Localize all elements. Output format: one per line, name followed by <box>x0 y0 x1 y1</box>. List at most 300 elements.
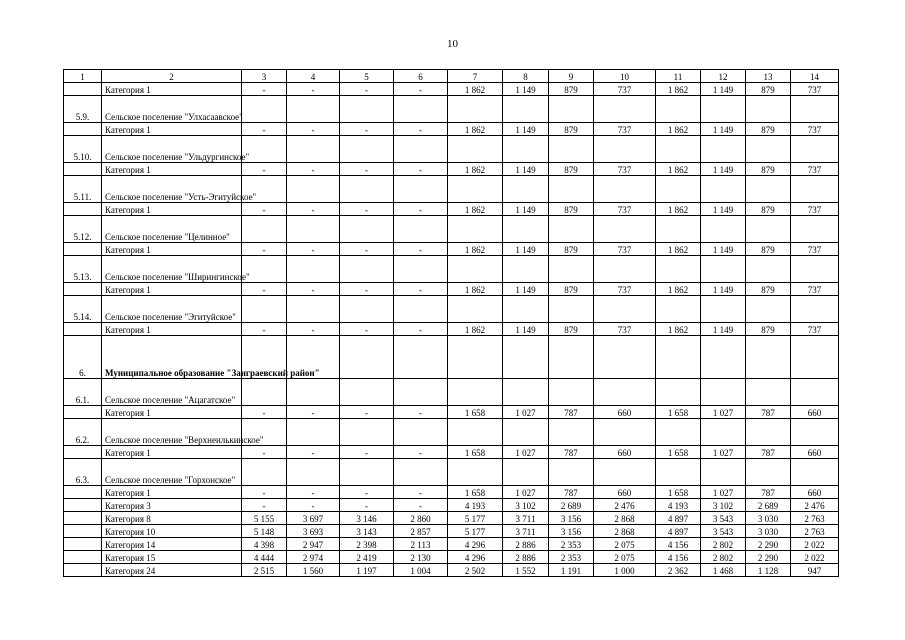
value-cell <box>701 419 746 446</box>
row-number-cell <box>64 203 102 216</box>
value-cell: 737 <box>791 243 839 256</box>
category-name-cell: Категория 1 <box>102 203 242 216</box>
value-cell: 3 156 <box>549 512 594 525</box>
value-cell: 3 543 <box>701 512 746 525</box>
value-cell <box>503 419 549 446</box>
value-cell <box>503 136 549 163</box>
value-cell <box>746 176 791 203</box>
value-cell <box>503 96 549 123</box>
value-cell: - <box>242 323 287 336</box>
category-row <box>64 499 839 512</box>
settlement-name-cell: Сельское поселение "Ульдургинское" <box>102 136 242 163</box>
value-cell: 660 <box>594 486 656 499</box>
value-cell: 660 <box>791 486 839 499</box>
value-cell: - <box>287 163 340 176</box>
value-cell: - <box>242 446 287 459</box>
value-cell: 1 149 <box>503 123 549 136</box>
tariff-table <box>63 69 839 577</box>
value-cell <box>594 336 656 379</box>
value-cell <box>791 256 839 283</box>
value-cell <box>656 216 701 243</box>
value-cell: - <box>340 123 394 136</box>
value-cell <box>394 459 448 486</box>
row-number-cell <box>64 163 102 176</box>
value-cell: 1 658 <box>448 486 503 499</box>
value-cell: - <box>394 203 448 216</box>
section-row <box>64 336 839 379</box>
value-cell <box>503 176 549 203</box>
value-cell: 737 <box>594 203 656 216</box>
category-row <box>64 243 839 256</box>
value-cell: 737 <box>791 83 839 96</box>
value-cell: 879 <box>549 283 594 296</box>
value-cell <box>448 296 503 323</box>
column-number-cell: 7 <box>448 70 503 83</box>
value-cell: 737 <box>594 323 656 336</box>
value-cell: - <box>287 446 340 459</box>
value-cell: 2 886 <box>503 538 549 551</box>
value-cell <box>394 379 448 406</box>
settlement-name-cell: Сельское поселение "Усть-Эгитуйское" <box>102 176 242 203</box>
value-cell <box>701 256 746 283</box>
settlement-name-cell: Сельское поселение "Эгитуйское" <box>102 296 242 323</box>
value-cell: 2 802 <box>701 538 746 551</box>
value-cell: 660 <box>791 406 839 419</box>
row-number-cell <box>64 538 102 551</box>
value-cell <box>340 379 394 406</box>
value-cell: - <box>394 499 448 512</box>
value-cell <box>656 256 701 283</box>
value-cell: 879 <box>549 323 594 336</box>
value-cell: 737 <box>594 283 656 296</box>
value-cell <box>746 336 791 379</box>
value-cell <box>746 296 791 323</box>
value-cell: 4 444 <box>242 551 287 564</box>
value-cell: 3 102 <box>503 499 549 512</box>
value-cell: 3 543 <box>701 525 746 538</box>
value-cell: 4 193 <box>656 499 701 512</box>
value-cell <box>448 379 503 406</box>
row-number-cell <box>64 123 102 136</box>
row-number-cell <box>64 551 102 564</box>
value-cell: 1 560 <box>287 564 340 577</box>
value-cell <box>656 176 701 203</box>
category-row <box>64 406 839 419</box>
row-number-cell: 6. <box>64 336 102 379</box>
value-cell: 737 <box>791 123 839 136</box>
value-cell <box>791 459 839 486</box>
value-cell <box>448 256 503 283</box>
value-cell: - <box>394 486 448 499</box>
value-cell: 1 191 <box>549 564 594 577</box>
value-cell: - <box>340 323 394 336</box>
category-name-cell: Категория 14 <box>102 538 242 551</box>
value-cell: 787 <box>549 446 594 459</box>
value-cell: 2 947 <box>287 538 340 551</box>
value-cell: 2 419 <box>340 551 394 564</box>
value-cell: 2 763 <box>791 525 839 538</box>
value-cell <box>287 419 340 446</box>
value-cell <box>549 379 594 406</box>
value-cell <box>656 296 701 323</box>
value-cell <box>340 336 394 379</box>
value-cell: 879 <box>549 123 594 136</box>
value-cell: 2 886 <box>503 551 549 564</box>
value-cell <box>394 96 448 123</box>
value-cell <box>656 379 701 406</box>
value-cell: - <box>340 243 394 256</box>
value-cell <box>549 176 594 203</box>
value-cell <box>791 176 839 203</box>
value-cell: 660 <box>791 446 839 459</box>
value-cell: 1 149 <box>503 323 549 336</box>
value-cell: - <box>242 499 287 512</box>
category-row <box>64 538 839 551</box>
value-cell: 1 658 <box>656 446 701 459</box>
value-cell: - <box>287 83 340 96</box>
category-name-cell: Категория 1 <box>102 323 242 336</box>
value-cell <box>448 336 503 379</box>
value-cell: 737 <box>594 243 656 256</box>
value-cell: 4 193 <box>448 499 503 512</box>
value-cell <box>701 136 746 163</box>
category-row <box>64 83 839 96</box>
value-cell: - <box>340 499 394 512</box>
settlement-name-cell: Муниципальное образование "Заиграевский район" <box>102 336 242 379</box>
value-cell: 1 027 <box>503 486 549 499</box>
section-row <box>64 419 839 446</box>
category-row <box>64 551 839 564</box>
value-cell: 737 <box>791 203 839 216</box>
value-cell <box>791 136 839 163</box>
value-cell: 1 128 <box>746 564 791 577</box>
value-cell: 5 177 <box>448 525 503 538</box>
column-number-cell: 8 <box>503 70 549 83</box>
settlement-name-cell: Сельское поселение "Целинное" <box>102 216 242 243</box>
value-cell: 1 149 <box>701 83 746 96</box>
value-cell <box>287 379 340 406</box>
value-cell: 4 897 <box>656 525 701 538</box>
value-cell: 2 802 <box>701 551 746 564</box>
value-cell: 1 862 <box>448 323 503 336</box>
value-cell: 1 027 <box>503 406 549 419</box>
value-cell: 1 862 <box>448 163 503 176</box>
value-cell <box>394 136 448 163</box>
value-cell <box>791 96 839 123</box>
value-cell <box>242 96 287 123</box>
value-cell: 1 149 <box>503 203 549 216</box>
value-cell: 2 868 <box>594 525 656 538</box>
value-cell: - <box>287 499 340 512</box>
value-cell: 1 149 <box>503 243 549 256</box>
value-cell: 1 149 <box>701 203 746 216</box>
value-cell: 660 <box>594 406 656 419</box>
value-cell <box>594 216 656 243</box>
value-cell: 1 149 <box>701 123 746 136</box>
value-cell <box>394 216 448 243</box>
section-row <box>64 136 839 163</box>
value-cell <box>242 379 287 406</box>
value-cell <box>287 459 340 486</box>
value-cell <box>549 419 594 446</box>
value-cell <box>701 96 746 123</box>
value-cell <box>340 136 394 163</box>
value-cell <box>394 336 448 379</box>
value-cell <box>503 296 549 323</box>
value-cell <box>791 336 839 379</box>
value-cell: 1 027 <box>701 406 746 419</box>
value-cell: - <box>242 406 287 419</box>
section-row <box>64 459 839 486</box>
value-cell: 1 149 <box>503 83 549 96</box>
value-cell: - <box>242 163 287 176</box>
category-row <box>64 163 839 176</box>
value-cell: 2 290 <box>746 551 791 564</box>
value-cell <box>594 379 656 406</box>
value-cell: - <box>340 203 394 216</box>
value-cell: 1 658 <box>448 446 503 459</box>
value-cell: - <box>394 163 448 176</box>
value-cell: - <box>394 406 448 419</box>
value-cell: 2 362 <box>656 564 701 577</box>
section-row <box>64 379 839 406</box>
value-cell <box>549 459 594 486</box>
value-cell <box>746 379 791 406</box>
value-cell <box>503 216 549 243</box>
value-cell: - <box>394 243 448 256</box>
settlement-name-cell: Сельское поселение "Горхонское" <box>102 459 242 486</box>
value-cell <box>746 256 791 283</box>
row-number-cell: 5.10. <box>64 136 102 163</box>
value-cell <box>549 336 594 379</box>
value-cell: 2 075 <box>594 551 656 564</box>
value-cell: 1 862 <box>656 323 701 336</box>
value-cell: 2 476 <box>594 499 656 512</box>
category-row <box>64 512 839 525</box>
value-cell: 879 <box>746 323 791 336</box>
category-name-cell: Категория 1 <box>102 406 242 419</box>
value-cell: - <box>287 123 340 136</box>
value-cell: 879 <box>746 123 791 136</box>
value-cell <box>394 176 448 203</box>
column-number-cell: 10 <box>594 70 656 83</box>
row-number-cell <box>64 564 102 577</box>
value-cell <box>340 216 394 243</box>
value-cell: 5 148 <box>242 525 287 538</box>
category-name-cell: Категория 24 <box>102 564 242 577</box>
value-cell: 3 156 <box>549 525 594 538</box>
value-cell: 2 476 <box>791 499 839 512</box>
value-cell: 1 862 <box>656 203 701 216</box>
category-name-cell: Категория 15 <box>102 551 242 564</box>
value-cell <box>340 459 394 486</box>
category-row <box>64 323 839 336</box>
value-cell <box>448 96 503 123</box>
settlement-name-cell: Сельское поселение "Ширингинское" <box>102 256 242 283</box>
value-cell: 2 974 <box>287 551 340 564</box>
value-cell: 1 149 <box>701 243 746 256</box>
value-cell <box>448 176 503 203</box>
value-cell: 1 862 <box>448 83 503 96</box>
row-number-cell: 5.9. <box>64 96 102 123</box>
value-cell: 1 658 <box>448 406 503 419</box>
value-cell <box>242 296 287 323</box>
value-cell <box>549 256 594 283</box>
value-cell: 1 149 <box>701 163 746 176</box>
value-cell <box>340 96 394 123</box>
category-row <box>64 486 839 499</box>
value-cell <box>242 216 287 243</box>
value-cell <box>287 296 340 323</box>
column-number-cell: 11 <box>656 70 701 83</box>
value-cell <box>503 379 549 406</box>
value-cell: - <box>242 486 287 499</box>
value-cell <box>594 176 656 203</box>
row-number-cell <box>64 512 102 525</box>
value-cell: - <box>394 323 448 336</box>
value-cell: - <box>394 283 448 296</box>
value-cell: 1 027 <box>701 486 746 499</box>
value-cell <box>594 136 656 163</box>
column-number-row <box>64 70 839 83</box>
value-cell <box>746 96 791 123</box>
value-cell: 1 658 <box>656 486 701 499</box>
value-cell: 3 146 <box>340 512 394 525</box>
value-cell <box>701 296 746 323</box>
value-cell <box>503 459 549 486</box>
value-cell: 2 075 <box>594 538 656 551</box>
value-cell <box>549 296 594 323</box>
value-cell: 2 022 <box>791 551 839 564</box>
value-cell <box>394 419 448 446</box>
value-cell: 879 <box>549 243 594 256</box>
value-cell: 1 004 <box>394 564 448 577</box>
settlement-name-cell: Сельское поселение "Улхасаавское" <box>102 96 242 123</box>
value-cell <box>340 419 394 446</box>
value-cell: 1 862 <box>656 283 701 296</box>
value-cell <box>287 136 340 163</box>
value-cell: 787 <box>549 406 594 419</box>
value-cell <box>340 296 394 323</box>
value-cell: 879 <box>549 163 594 176</box>
value-cell: 879 <box>746 203 791 216</box>
section-row <box>64 96 839 123</box>
value-cell <box>549 136 594 163</box>
value-cell: - <box>242 83 287 96</box>
column-number-cell: 13 <box>746 70 791 83</box>
value-cell <box>394 296 448 323</box>
settlement-name-cell: Сельское поселение "Верхнеилькинское" <box>102 419 242 446</box>
category-name-cell: Категория 1 <box>102 446 242 459</box>
row-number-cell <box>64 446 102 459</box>
value-cell: 4 296 <box>448 551 503 564</box>
value-cell <box>340 176 394 203</box>
value-cell: 2 763 <box>791 512 839 525</box>
value-cell <box>701 176 746 203</box>
value-cell: 1 862 <box>656 163 701 176</box>
value-cell <box>503 256 549 283</box>
value-cell <box>594 256 656 283</box>
column-number-cell: 9 <box>549 70 594 83</box>
value-cell: 1 658 <box>656 406 701 419</box>
value-cell: 737 <box>594 83 656 96</box>
value-cell: 3 143 <box>340 525 394 538</box>
column-number-cell: 4 <box>287 70 340 83</box>
value-cell: 3 030 <box>746 512 791 525</box>
value-cell: 1 149 <box>701 283 746 296</box>
value-cell <box>594 296 656 323</box>
value-cell <box>287 96 340 123</box>
column-number-cell: 14 <box>791 70 839 83</box>
column-number-cell: 1 <box>64 70 102 83</box>
value-cell: 2 857 <box>394 525 448 538</box>
value-cell: 879 <box>746 243 791 256</box>
value-cell <box>656 459 701 486</box>
value-cell: 1 027 <box>503 446 549 459</box>
value-cell: 737 <box>791 323 839 336</box>
page-number: 10 <box>447 38 458 50</box>
value-cell: 4 398 <box>242 538 287 551</box>
value-cell <box>287 256 340 283</box>
value-cell: - <box>394 446 448 459</box>
category-name-cell: Категория 1 <box>102 243 242 256</box>
value-cell: 1 862 <box>656 243 701 256</box>
value-cell <box>791 216 839 243</box>
value-cell: - <box>394 123 448 136</box>
section-row <box>64 216 839 243</box>
value-cell: 2 022 <box>791 538 839 551</box>
value-cell <box>549 96 594 123</box>
value-cell: 4 156 <box>656 538 701 551</box>
value-cell: 787 <box>746 446 791 459</box>
value-cell: 2 689 <box>746 499 791 512</box>
value-cell: - <box>340 486 394 499</box>
value-cell: 2 353 <box>549 538 594 551</box>
value-cell: 5 177 <box>448 512 503 525</box>
column-number-cell: 2 <box>102 70 242 83</box>
value-cell: - <box>340 283 394 296</box>
value-cell: 2 130 <box>394 551 448 564</box>
value-cell: - <box>340 406 394 419</box>
value-cell: 2 398 <box>340 538 394 551</box>
column-number-cell: 6 <box>394 70 448 83</box>
value-cell: 5 155 <box>242 512 287 525</box>
value-cell: 3 693 <box>287 525 340 538</box>
category-name-cell: Категория 3 <box>102 499 242 512</box>
value-cell: 3 102 <box>701 499 746 512</box>
value-cell: - <box>340 163 394 176</box>
row-number-cell: 5.11. <box>64 176 102 203</box>
category-row <box>64 203 839 216</box>
category-row <box>64 446 839 459</box>
value-cell: - <box>287 203 340 216</box>
row-number-cell <box>64 499 102 512</box>
value-cell: 879 <box>746 163 791 176</box>
category-row <box>64 123 839 136</box>
value-cell: 947 <box>791 564 839 577</box>
value-cell: 1 027 <box>701 446 746 459</box>
value-cell <box>701 216 746 243</box>
row-number-cell <box>64 486 102 499</box>
value-cell: 2 353 <box>549 551 594 564</box>
row-number-cell <box>64 283 102 296</box>
value-cell <box>594 419 656 446</box>
category-name-cell: Категория 1 <box>102 486 242 499</box>
value-cell <box>242 459 287 486</box>
value-cell: 660 <box>594 446 656 459</box>
value-cell: 1 862 <box>448 283 503 296</box>
value-cell <box>791 296 839 323</box>
